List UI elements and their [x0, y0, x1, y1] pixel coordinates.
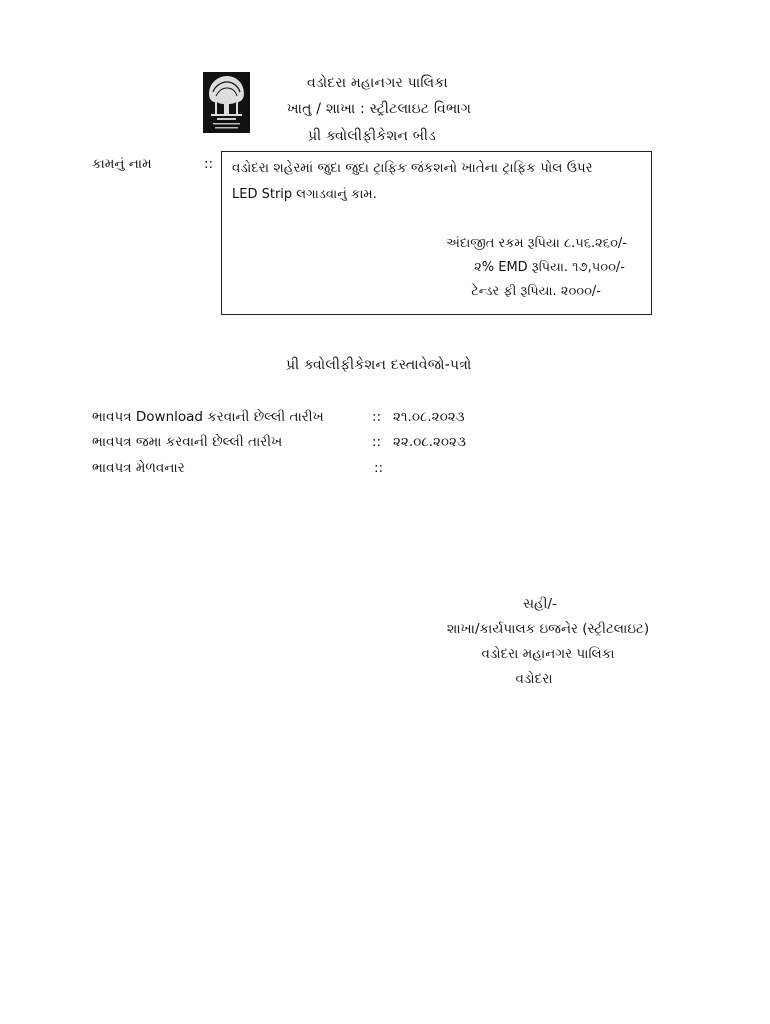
header-dept: ખાતુ / શાખા : સ્ટ્રીટલાઇટ વિભાગ — [287, 101, 472, 117]
work-desc-line2: LED Strip લગાડવાનું કામ. — [232, 187, 377, 202]
section-title: પ્રી ક્વોલીફીકેશન દસ્તાવેજો-પત્રો — [286, 357, 472, 373]
estimate-amount: અંદાજીત રકમ રૂપિયા ૮.૫૬.૨૬૦/- — [446, 236, 627, 251]
date-row-value: ૨૨.૦૮.૨૦૨૩ — [393, 434, 466, 450]
date-row-label: ભાવપત્ર મેળવનાર — [92, 460, 185, 476]
tender-fee: ટેન્ડર ફી રૂપિયા. ૨૦૦૦/- — [471, 284, 601, 299]
date-row-value: ૨૧.૦૮.૨૦૨૩ — [393, 409, 465, 425]
work-name-separator: :: — [204, 156, 214, 172]
header-title: પ્રી ક્વોલીફીકેશન બીડ — [308, 128, 437, 144]
work-name-label: કામનું નામ — [92, 156, 152, 172]
work-description-box — [221, 151, 652, 315]
date-row-separator: :: — [372, 409, 382, 425]
signature-city: વડોદરા — [515, 671, 553, 687]
signature-sign: સહી/- — [523, 596, 557, 612]
vmc-logo-icon — [203, 72, 250, 133]
header-org: વડોદરા મહાનગર પાલિકા — [307, 75, 448, 91]
date-row-label: ભાવપત્ર Download કરવાની છેલ્લી તારીખ — [92, 409, 324, 425]
date-row-label: ભાવપત્ર જમા કરવાની છેલ્લી તારીખ — [92, 434, 283, 450]
work-desc-line1: વડોદરા શહેરમાં જુદા જુદા ટ્રાફિક જંકશનો ખાતેના ટ્રાફિક પોલ ઉપર — [232, 160, 593, 176]
date-row-separator: :: — [372, 434, 382, 450]
emd-amount: ૨% EMD રૂપિયા. ૧૭,૫૦૦/- — [474, 260, 625, 275]
signature-designation: શાખા/કાર્યપાલક ઇજનેર (સ્ટ્રીટલાઇટ) — [446, 621, 650, 637]
signature-org: વડોદરા મહાનગર પાલિકા — [481, 646, 615, 662]
date-row-separator: :: — [374, 460, 384, 476]
